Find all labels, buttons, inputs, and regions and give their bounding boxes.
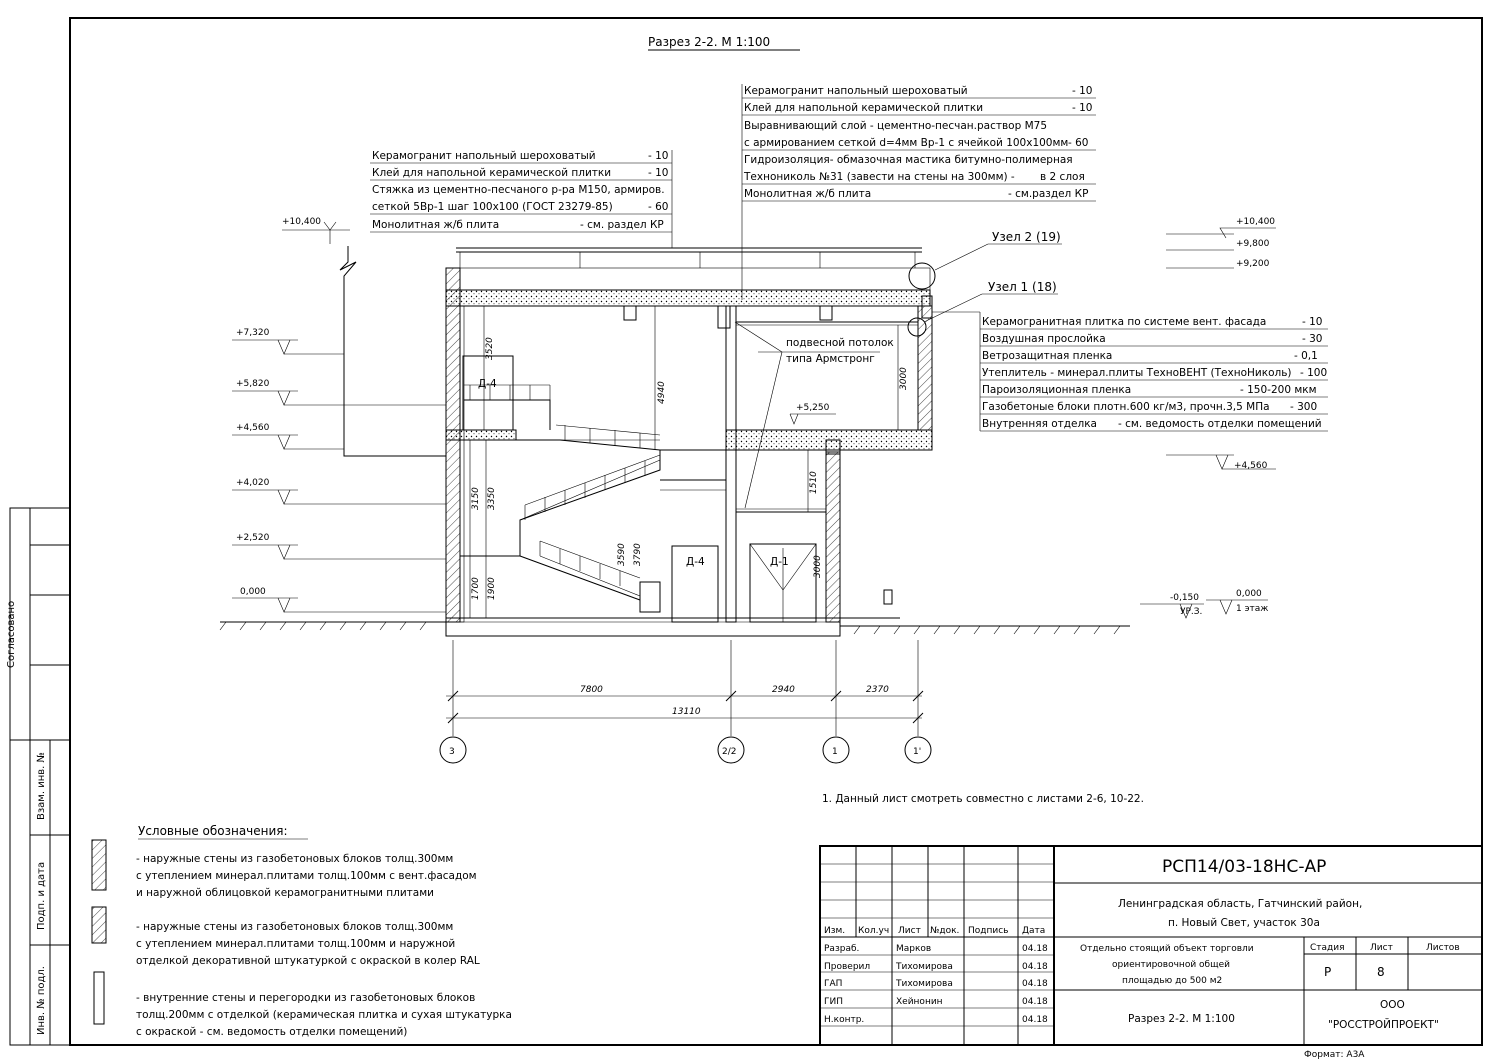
tb-col-header: Кол.уч: [858, 926, 890, 936]
wall-spec-row: Пароизоляционная пленка: [982, 384, 1132, 396]
level-mark: +5,250: [796, 403, 830, 413]
wall-spec-value: - 30: [1302, 333, 1323, 345]
level-mark: +4,560: [236, 423, 270, 433]
door-label: Д-4: [686, 556, 705, 568]
dim-bottom: 7800: [580, 685, 603, 695]
door-label: Д-4: [478, 378, 497, 390]
wall-spec-value: - 10: [1302, 316, 1323, 328]
floor-spec-value: - 10: [648, 167, 669, 179]
tb-sheet: 8: [1377, 965, 1385, 979]
legend-swatch: [94, 972, 104, 1024]
tb-col-header: №док.: [930, 926, 960, 936]
agreed-label: Согласовано: [6, 600, 17, 668]
wall-spec: [932, 312, 1328, 431]
tb-role: Н.контр.: [824, 1015, 865, 1025]
floor-spec-row: Клей для напольной керамической плитки: [372, 167, 612, 179]
tb-object-1: Отдельно стоящий объект торговли: [1080, 944, 1254, 954]
wall-spec-value: - 0,1: [1294, 350, 1318, 362]
roof-spec: [742, 84, 1096, 300]
tb-date: 04.18: [1022, 997, 1048, 1007]
axis-label: 1': [913, 747, 922, 757]
floor-level-note: 1 этаж: [1236, 604, 1269, 614]
roof-spec-row: с армированием сеткой d=4мм Вр-1 с ячейкой 100х100мм: [744, 137, 1069, 149]
roof-spec-row: Гидроизоляция- обмазочная мастика битумно-полимерная: [744, 154, 1073, 166]
tb-col-header: Изм.: [824, 926, 846, 936]
level-mark: +9,200: [1236, 259, 1270, 269]
bottom-dimensions: [446, 640, 923, 736]
level-mark: +4,560: [1234, 461, 1268, 471]
axis-label: 3: [449, 747, 455, 757]
legend: [92, 824, 512, 1038]
tb-object-2: ориентировочной общей: [1112, 960, 1230, 970]
floor-spec-row: Керамогранит напольный шероховатый: [372, 150, 596, 162]
floor-spec-row: Стяжка из цементно-песчаного р-ра М150, армиров.: [372, 184, 665, 196]
dim-bottom: 13110: [672, 707, 701, 717]
wall-spec-value: - 300: [1290, 401, 1318, 413]
tb-col-header: Лист: [898, 926, 921, 936]
legend-title: Условные обозначения:: [138, 824, 288, 838]
wall-spec-row: Газобетоные блоки плотн.600 кг/м3, прочн.3,5 МПа: [982, 401, 1270, 413]
tb-date: 04.18: [1022, 962, 1048, 972]
tb-role: Проверил: [824, 962, 871, 972]
tb-location-2: п. Новый Свет, участок 30а: [1168, 917, 1320, 929]
tb-object-3: площадью до 500 м2: [1122, 976, 1223, 986]
level-marks-left: [232, 217, 446, 612]
wall-spec-value: - 100: [1300, 367, 1328, 379]
tb-person: Марков: [896, 944, 932, 954]
level-mark: 0,000: [1236, 589, 1262, 599]
wall-spec-row: Внутренняя отделка: [982, 418, 1097, 430]
tb-sheet-header: Лист: [1370, 943, 1393, 953]
floor-spec-row: Монолитная ж/б плита: [372, 219, 500, 231]
legend-text: толщ.200мм с отделкой (керамическая плитка и сухая штукатурка: [136, 1009, 512, 1021]
dim-label: 1900: [487, 577, 497, 600]
floor-spec-value: - см. раздел КР: [580, 219, 664, 231]
level-mark: +2,520: [236, 533, 270, 543]
axis-bubbles: [440, 737, 931, 763]
legend-text: с утеплением минерал.плитами толщ.100мм с вент.фасадом: [136, 870, 477, 882]
axis-label: 1: [832, 747, 838, 757]
level-mark: 0,000: [240, 587, 266, 597]
tb-stage: Р: [1324, 965, 1332, 979]
tb-person: Тихомирова: [896, 962, 953, 972]
general-note: 1. Данный лист смотреть совместно с листами 2-6, 10-22.: [822, 793, 1144, 805]
level-mark: +4,020: [236, 478, 270, 488]
level-mark: +7,320: [236, 328, 270, 338]
dim-label: 3790: [633, 543, 643, 566]
dim-label: 3150: [471, 487, 481, 510]
roof-spec-row: Клей для напольной керамической плитки: [744, 102, 984, 114]
building-section: [220, 246, 1130, 636]
level-mark: +10,400: [1236, 217, 1276, 227]
tb-date: 04.18: [1022, 1015, 1048, 1025]
dim-label: 3350: [487, 487, 497, 510]
dim-label: 1700: [471, 577, 481, 600]
roof-spec-value: - см.раздел КР: [1008, 188, 1089, 200]
legend-text: отделкой декоративной штукатуркой с окраской в колер RAL: [136, 955, 480, 967]
tb-sheet-name: Разрез 2-2. М 1:100: [1128, 1013, 1235, 1025]
tb-col-header: Дата: [1022, 926, 1046, 936]
roof-spec-value: - 10: [1072, 85, 1093, 97]
tb-person: Тихомирова: [896, 979, 953, 989]
tb-location-1: Ленинградская область, Гатчинский район,: [1118, 898, 1363, 910]
wall-spec-value: - см. ведомость отделки помещений: [1118, 418, 1322, 430]
node-2-label: Узел 2 (19): [992, 230, 1061, 244]
level-mark: +9,800: [1236, 239, 1270, 249]
dim-label: 3520: [485, 337, 495, 360]
roof-spec-row: Монолитная ж/б плита: [744, 188, 872, 200]
tb-col-header: Подпись: [968, 926, 1009, 936]
wall-spec-row: Воздушная прослойка: [982, 333, 1106, 345]
ground-level-note: УР.З.: [1180, 607, 1203, 617]
wall-spec-value: - 150-200 мкм: [1240, 384, 1317, 396]
tb-role: ГАП: [824, 979, 843, 989]
legend-text: с окраской - см. ведомость отделки помещений): [136, 1026, 408, 1038]
legend-text: с утеплением минерал.плитами толщ.100мм и наружной: [136, 938, 456, 950]
dim-bottom: 2940: [772, 685, 795, 695]
level-mark: +5,820: [236, 379, 270, 389]
dim-bottom: 2370: [866, 685, 889, 695]
dim-label: 3000: [899, 367, 909, 390]
legend-text: - наружные стены из газобетоновых блоков толщ.300мм: [136, 853, 454, 865]
side-stamp: [6, 508, 70, 1045]
dim-label: 4940: [657, 381, 667, 404]
roof-spec-value: - 10: [1072, 102, 1093, 114]
tb-stage-header: Стадия: [1310, 943, 1345, 953]
legend-text: - наружные стены из газобетоновых блоков толщ.300мм: [136, 921, 454, 933]
wall-spec-row: Ветрозащитная пленка: [982, 350, 1113, 362]
tb-role: Разраб.: [824, 944, 860, 954]
inv-orig-label: Инв. № подл.: [36, 966, 47, 1035]
roof-spec-row: Выравнивающий слой - цементно-песчан.раствор М75: [744, 120, 1048, 132]
inv-zam-label: Взам. инв. №: [36, 752, 47, 820]
dim-label: 1510: [809, 471, 819, 494]
floor-spec-value: - 10: [648, 150, 669, 162]
dim-label: 3000: [813, 555, 823, 578]
legend-swatch: [92, 907, 106, 943]
legend-text: и наружной облицовкой керамогранитными плитами: [136, 887, 434, 899]
node-1-label: Узел 1 (18): [988, 280, 1057, 294]
roof-spec-row: Технониколь №31 (завести на стены на 300мм) -: [744, 171, 1015, 183]
roof-spec-value: в 2 слоя: [1040, 171, 1085, 183]
section-title: Разрез 2-2. М 1:100: [648, 35, 771, 49]
tb-company-2: "РОССТРОЙПРОЕКТ": [1328, 1019, 1439, 1031]
title-block: [820, 846, 1482, 1045]
roof-spec-value: - 60: [1068, 137, 1089, 149]
legend-text: - внутренние стены и перегородки из газобетоновых блоков: [136, 992, 476, 1004]
level-mark: +10,400: [282, 217, 322, 227]
legend-swatch: [92, 840, 106, 890]
floor-spec: [370, 150, 672, 248]
tb-person: Хейнонин: [896, 997, 943, 1007]
axis-label: 2/2: [722, 747, 737, 757]
tb-project-code: РСП14/03-18НС-АР: [1162, 857, 1327, 877]
tb-date: 04.18: [1022, 979, 1048, 989]
floor-spec-row: сеткой 5Вр-1 шаг 100х100 (ГОСТ 23279-85): [372, 201, 613, 213]
wall-spec-row: Утеплитель - минерал.плиты ТехноВЕНТ (ТехноНиколь): [982, 367, 1292, 379]
floor-spec-value: - 60: [648, 201, 669, 213]
node-2-circle: [909, 263, 935, 289]
level-mark: -0,150: [1170, 593, 1200, 603]
dim-label: 3590: [617, 543, 627, 566]
roof-spec-row: Керамогранит напольный шероховатый: [744, 85, 968, 97]
tb-sheets-header: Листов: [1426, 943, 1460, 953]
tb-date: 04.18: [1022, 944, 1048, 954]
door-upper: [463, 356, 513, 430]
ceiling-note-line1: подвесной потолок: [786, 337, 894, 349]
tb-role: ГИП: [824, 997, 843, 1007]
sheet-format: Формат: А3А: [1304, 1050, 1365, 1060]
tb-company-1: ООО: [1380, 999, 1405, 1011]
sign-date-label: Подп. и дата: [36, 861, 47, 930]
ceiling-note-line2: типа Армстронг: [786, 353, 875, 365]
wall-spec-row: Керамогранитная плитка по системе вент. фасада: [982, 316, 1267, 328]
door-label: Д-1: [770, 556, 789, 568]
